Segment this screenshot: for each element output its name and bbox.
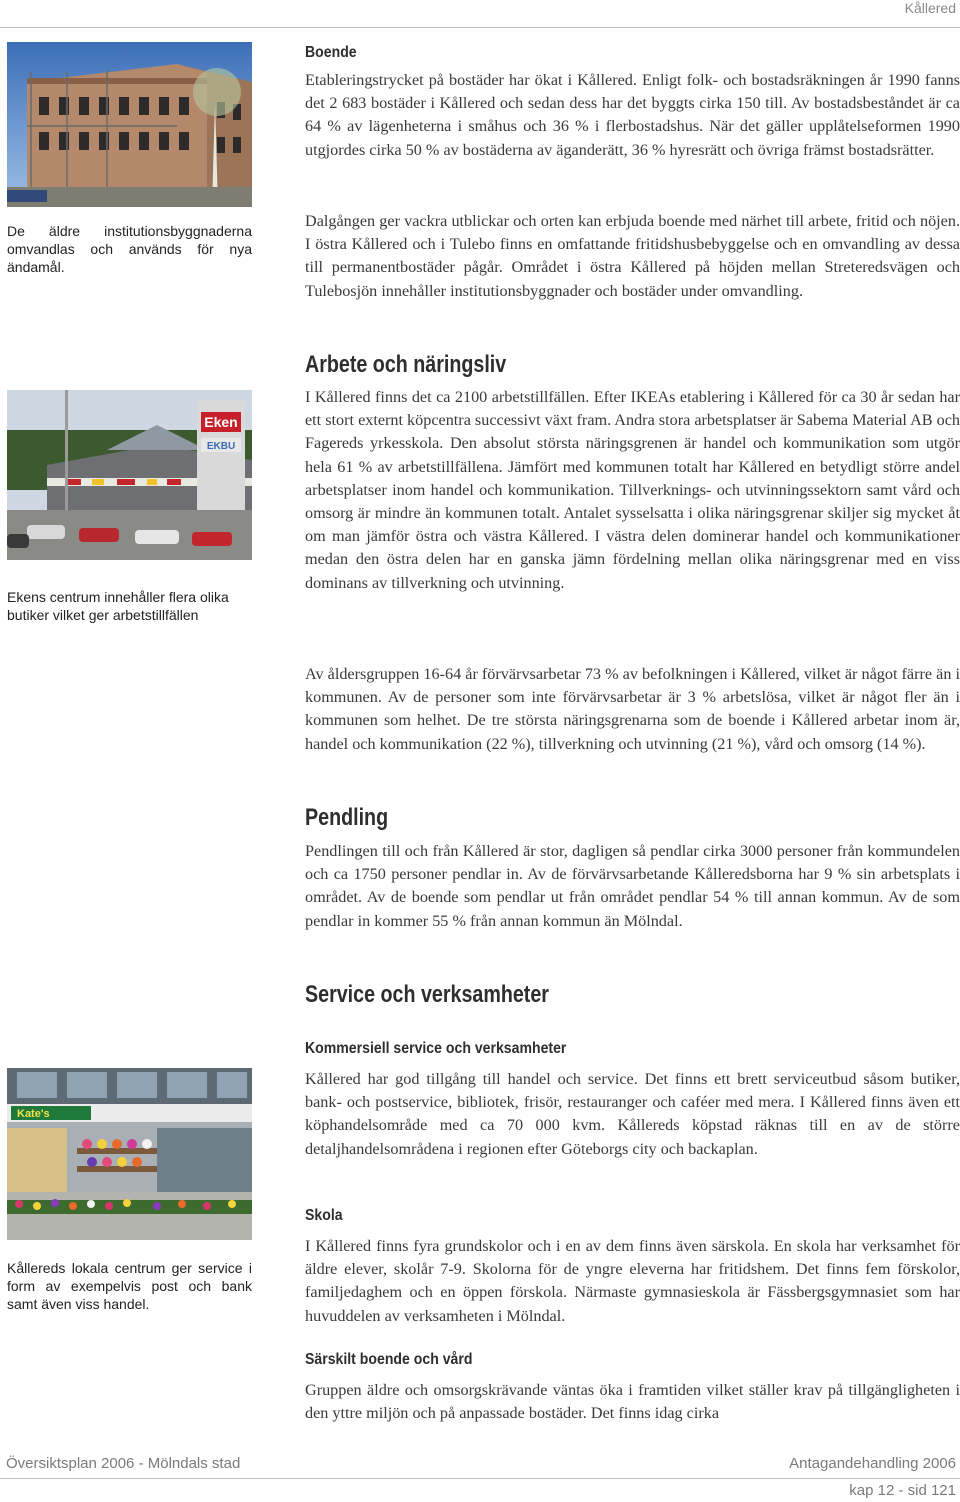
skola-paragraph: I Kållered finns fyra grundskolor och i en av dem finns även särskola. En skola har verksamhet för äldre elever, skolår 7-9. Skolorna för de yngre eleverna har fritidshem. Det finns fem förskolor, familjedaghem och en öppen förskola. Närmaste gymnasieskola är Fässbergsgymnasiet som har huvuddelen av verksamheten i Mölndal. (305, 1237, 960, 1325)
caption-local-centrum: Kållereds lokala centrum ger service i form av exempelvis post och bank samt även viss handel. (7, 1260, 252, 1312)
boende-paragraph-2: Dalgången ger vackra utblickar och orten kan erbjuda boende med närhet till arbete, fritid och nöjen. I östra Kållered och i Tulebo finns en omfattande fritidshusbebyggelse och en omvandling av dessa till permanentbostäder pågår. Området i östra Kållered på höjden mellan Streteredsvägen och Tulebosjön innehåller institutionsbyggnader och bostäder under omvandling. (305, 212, 960, 300)
heading-skola: Skola (305, 1207, 343, 1224)
caption-eken: Ekens centrum innehåller flera olika butiker vilket ger arbetstillfällen (7, 589, 229, 623)
arbete-paragraph-1: I Kållered finns det ca 2100 arbetstillfällen. Efter IKEAs etablering i Kållered för ca 30 år sedan har ett stort externt köpcentra successivt växt fram. Andra stora arbetsplatser är Sabema Material AB och Fagereds yrkesskola. Den absolut största näringsgrenen är handel och kommunikation som utgör hela 61 % av arbetstillfällena. Jämfört med kommunen totalt har Kållered en betydligt större andel arbetsplatser inom handel och kommunikation. Tillverknings- och utvinningssektorn samt vård och omsorg är mindre än kommunen totalt. Antalet sysselsatta i olika näringsgrenar skiljer sig mycket åt om man jämför östra och västra Kållered. I västra delen dominerar handel och kommunikationer medan den östra delen har en ganska jämn fördelning mellan olika näringsgrenar med en viss dominans av tillverkning och utvinning. (305, 388, 960, 592)
pendling-paragraph: Pendlingen till och från Kållered är stor, dagligen så pendlar cirka 3000 personer från kommundelen och ca 1750 personer pendlar in. Av de förvärvsarbetande Kålleredsborna har 9 % sin arbetsplats i området. Av de boende som pendlar ut från området pendlar 54 % till annan kommun. Av de som pendlar in kommer 55 % från annan kommun än Mölndal. (305, 842, 960, 930)
kommersiell-paragraph: Kållered har god tillgång till handel och service. Det finns ett brett serviceutbud såsom butiker, bank- och postservice, bibliotek, frisör, restauranger och caféer med mera. I Kållered finns även ett köphandelsområde med ca 70 000 kvm. Kållereds köpstad räknas till en av de större detaljhandelsområdena i regionen efter Göteborgs city och backaplan. (305, 1070, 960, 1158)
photo-eken-centrum (7, 390, 252, 560)
heading-arbete: Arbete och näringsliv (305, 351, 507, 378)
heading-service: Service och verksamheter (305, 981, 549, 1008)
footer-left: Översiktsplan 2006 - Mölndals stad (6, 1455, 241, 1472)
footer-right: Antagandehandling 2006 (789, 1455, 956, 1472)
photo-local-centrum (7, 1068, 252, 1240)
page-number: kap 12 - sid 121 (849, 1482, 956, 1499)
footer-rule (0, 1478, 960, 1479)
header-rule (0, 27, 960, 28)
heading-sarskilt-boende: Särskilt boende och vård (305, 1351, 473, 1368)
kates-sign-text: Kate's (17, 1108, 50, 1120)
heading-kommersiell: Kommersiell service och verksamheter (305, 1040, 567, 1057)
heading-pendling: Pendling (305, 804, 389, 831)
ekbu-sign-text: EKBU (206, 441, 236, 452)
caption-institution: De äldre institutionsbyggnaderna omvandlas och används för nya ändamål. (7, 223, 252, 275)
boende-paragraph-1: Etableringstrycket på bostäder har ökat i Kållered. Enligt folk- och bostadsräkningen år 1990 fanns det 2 683 bostäder i Kållered och sedan dess har det byggts cirka 150 till. Av bostadsbeståndet är ca 64 % av lägenheterna i småhus och 36 % i flerbostadshus. När det gäller upplåtelseformen 1990 utgjordes cirka 50 % av bostäderna av äganderätt, 36 % hyresrätt och övriga främst bostadsrätter. (305, 71, 960, 159)
arbete-paragraph-2: Av åldersgruppen 16-64 år förvärvsarbetar 73 % av befolkningen i Kållered, vilket är något färre än i kommunen. Av de personer som inte förvärvsarbetar är 3 % arbetslösa, vilket är något fler än i kommunen som helhet. De tre största näringsgrenarna som de boende i Kållered arbetar inom är, handel och kommunikation (22 %), tillverkning och utvinning (21 %), vård och omsorg (14 %). (305, 665, 960, 753)
heading-boende: Boende (305, 44, 357, 61)
sarskilt-paragraph: Gruppen äldre och omsorgskrävande väntas öka i framtiden vilket ställer krav på tillgängligheten i den yttre miljön och på anpassade bostäder. Det finns idag cirka (305, 1381, 960, 1423)
running-title: Kållered (904, 0, 956, 16)
eken-sign-text: Eken (204, 414, 238, 430)
photo-institution-building (7, 42, 252, 207)
